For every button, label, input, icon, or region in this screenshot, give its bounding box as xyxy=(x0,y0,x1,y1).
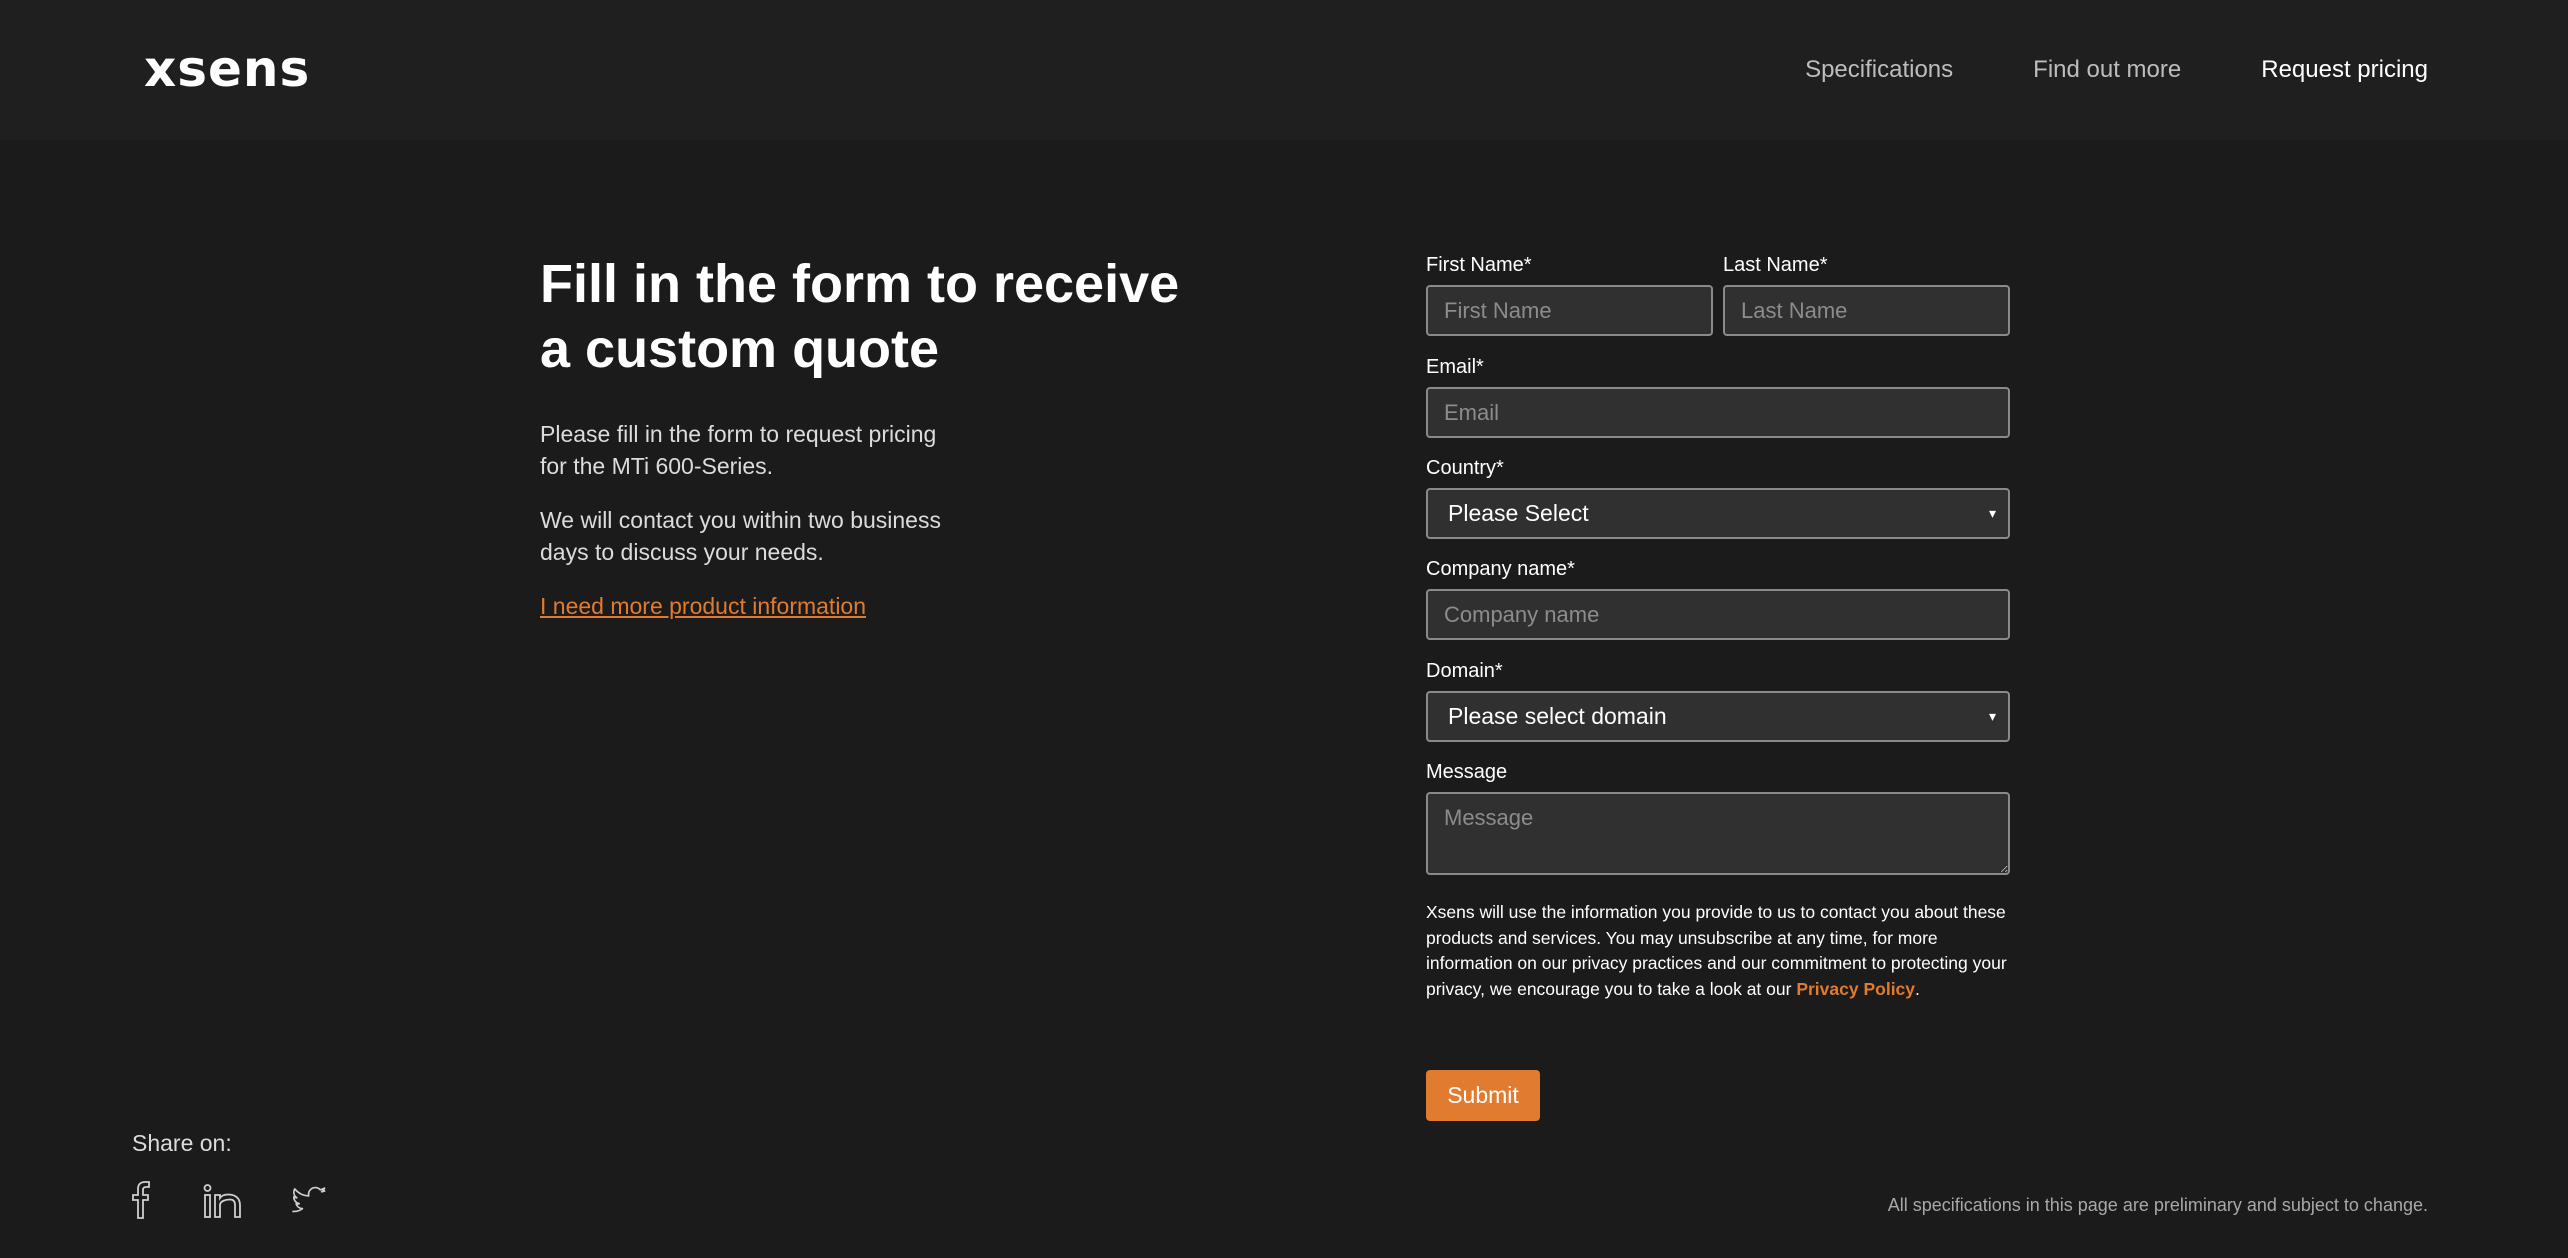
message-label: Message xyxy=(1426,761,1508,783)
page-title-line-2: a custom quote xyxy=(540,319,940,379)
intro-p1-line-2: for the MTi 600-Series. xyxy=(540,453,774,479)
privacy-policy-link[interactable]: Privacy Policy xyxy=(1796,978,1916,999)
last-name-input[interactable] xyxy=(1723,285,2010,336)
twitter-icon[interactable] xyxy=(292,1186,328,1216)
first-name-label: First Name* xyxy=(1426,254,1532,276)
domain-label: Domain* xyxy=(1426,660,1503,682)
product-info-link[interactable]: I need more product information xyxy=(540,593,867,619)
domain-select-value: Please select domain xyxy=(1448,703,1667,729)
nav-request-pricing[interactable]: Request pricing xyxy=(2261,56,2428,83)
submit-button[interactable]: Submit xyxy=(1426,1070,1540,1121)
email-input[interactable] xyxy=(1426,387,2010,438)
xsens-logo[interactable]: xsens xyxy=(144,40,311,98)
country-select[interactable] xyxy=(1426,488,2010,539)
nav-find-out-more[interactable]: Find out more xyxy=(2033,56,2182,83)
privacy-notice-text: Xsens will use the information you provide to us to contact you about these products and services. You may unsubscribe at any time, for more information on our privacy practices and our commitment to protecting your privacy, we encourage you to take a look at our xyxy=(1426,902,2007,999)
linkedin-icon[interactable] xyxy=(203,1183,243,1219)
email-label: Email* xyxy=(1426,356,1484,378)
share-label: Share on: xyxy=(132,1130,232,1156)
last-name-label: Last Name* xyxy=(1723,254,1828,276)
chevron-down-icon: ▾ xyxy=(1988,505,1996,521)
privacy-notice xyxy=(1426,900,2026,1002)
intro-p1-line-1: Please fill in the form to request pricing xyxy=(540,421,937,447)
facebook-icon[interactable] xyxy=(130,1180,154,1220)
page-title-line-1: Fill in the form to receive xyxy=(540,254,1180,314)
country-label: Country* xyxy=(1426,457,1504,479)
specs-disclaimer: All specifications in this page are preliminary and subject to change. xyxy=(1887,1195,2428,1215)
main-nav xyxy=(1725,54,2428,86)
message-textarea[interactable] xyxy=(1426,792,2010,875)
site-header xyxy=(0,0,2568,140)
privacy-notice-end: . xyxy=(1915,978,1920,999)
intro-paragraph-pricing xyxy=(540,418,1020,482)
domain-select[interactable] xyxy=(1426,691,2010,742)
intro-p2-line-1: We will contact you within two business xyxy=(540,507,941,533)
country-select-value: Please Select xyxy=(1448,500,1589,526)
company-input[interactable] xyxy=(1426,589,2010,640)
intro-p2-line-2: days to discuss your needs. xyxy=(540,539,824,565)
page-title xyxy=(540,252,1180,382)
nav-specifications[interactable]: Specifications xyxy=(1805,56,1954,83)
chevron-down-icon: ▾ xyxy=(1988,708,1996,724)
first-name-input[interactable] xyxy=(1426,285,1713,336)
company-label: Company name* xyxy=(1426,558,1575,580)
intro-paragraph-contact xyxy=(540,504,1020,568)
